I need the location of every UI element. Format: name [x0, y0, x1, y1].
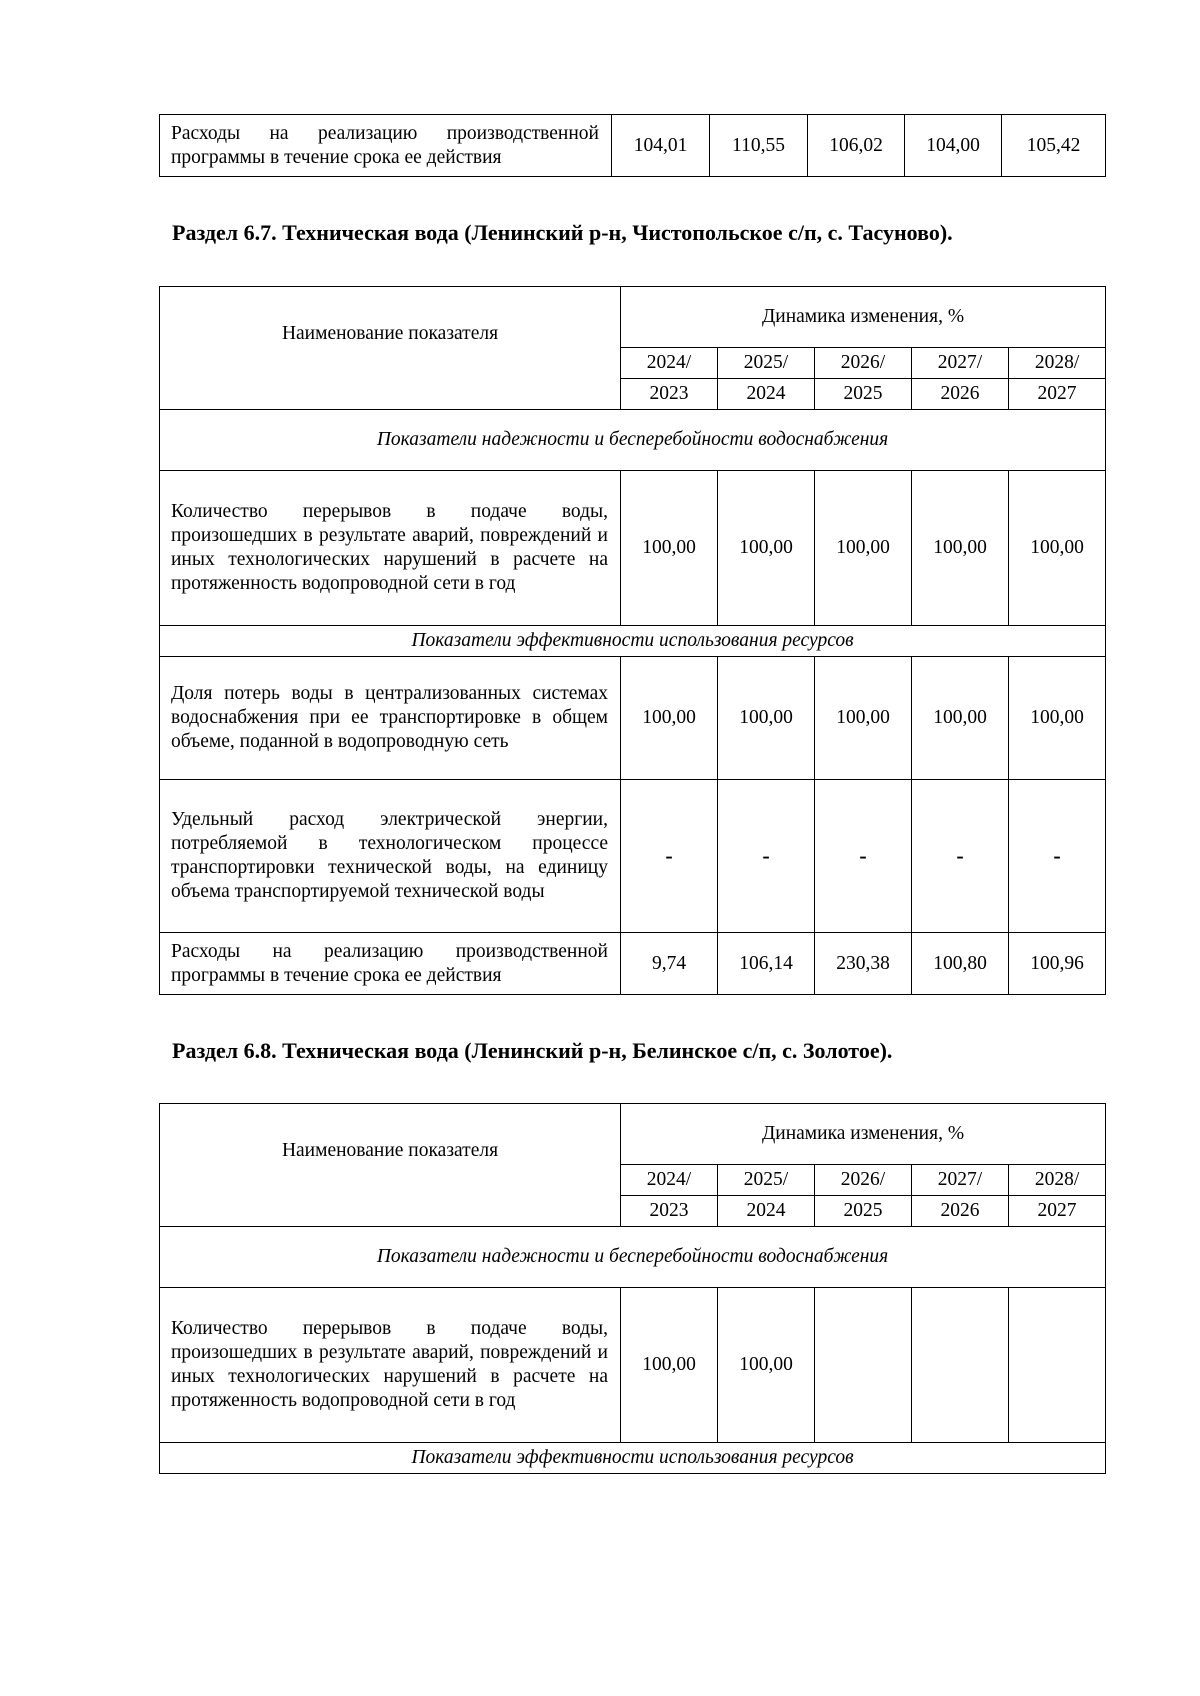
- indicator-name: Количество перерывов в подаче воды, произошедших в результате аварий, повреждений и иных технологических нарушений в расчете на протяженность водопроводной сети в год: [160, 471, 621, 626]
- year-bottom: 2024: [718, 1196, 815, 1227]
- year-top: 2026/: [815, 348, 912, 379]
- header-dynamics: Динамика изменения, %: [621, 287, 1106, 348]
- value-cell: 100,00: [718, 1288, 815, 1443]
- value-cell: 106,02: [808, 115, 905, 177]
- year-top: 2024/: [621, 1165, 718, 1196]
- section-6-7-table: [159, 286, 1106, 995]
- value-cell: 100,00: [621, 471, 718, 626]
- year-top: 2027/: [912, 348, 1009, 379]
- header-indicator-name: Наименование показателя: [160, 287, 621, 410]
- category-efficiency: Показатели эффективности использования ресурсов: [160, 1443, 1106, 1474]
- year-bottom: 2026: [912, 379, 1009, 410]
- value-cell: 100,00: [912, 657, 1009, 780]
- value-cell: 100,96: [1009, 933, 1106, 995]
- section-6-8-table: [159, 1103, 1106, 1474]
- year-bottom: 2023: [621, 379, 718, 410]
- category-reliability: Показатели надежности и бесперебойности водоснабжения: [160, 1227, 1106, 1288]
- year-top: 2024/: [621, 348, 718, 379]
- value-cell: -: [621, 780, 718, 933]
- value-cell: 100,00: [1009, 657, 1106, 780]
- value-cell: 230,38: [815, 933, 912, 995]
- value-cell: 100,00: [621, 1288, 718, 1443]
- year-bottom: 2027: [1009, 1196, 1106, 1227]
- value-cell: -: [912, 780, 1009, 933]
- section-title-6-7: Раздел 6.7. Техническая вода (Ленинский р-н, Чистопольское с/п, с. Тасуново).: [172, 220, 953, 245]
- value-cell: 9,74: [621, 933, 718, 995]
- value-cell: -: [1009, 780, 1106, 933]
- value-cell: 106,14: [718, 933, 815, 995]
- year-top: 2025/: [718, 348, 815, 379]
- year-top: 2025/: [718, 1165, 815, 1196]
- year-top: 2026/: [815, 1165, 912, 1196]
- year-bottom: 2026: [912, 1196, 1009, 1227]
- year-bottom: 2027: [1009, 379, 1106, 410]
- value-cell: 100,00: [1009, 471, 1106, 626]
- year-top: 2027/: [912, 1165, 1009, 1196]
- value-cell: 104,01: [612, 115, 710, 177]
- value-cell: 100,00: [815, 657, 912, 780]
- value-cell: 100,80: [912, 933, 1009, 995]
- table-row: [160, 471, 1106, 626]
- value-cell: 100,00: [718, 657, 815, 780]
- indicator-name: Доля потерь воды в централизованных системах водоснабжения при ее транспортировке в общем объеме, поданной в водопроводную сеть: [160, 657, 621, 780]
- table-row: [160, 115, 1106, 177]
- value-cell: [912, 1288, 1009, 1443]
- value-cell: [1009, 1288, 1106, 1443]
- value-cell: 100,00: [912, 471, 1009, 626]
- indicator-name: Расходы на реализацию производственной программы в течение срока ее действия: [160, 933, 621, 995]
- year-top: 2028/: [1009, 348, 1106, 379]
- value-cell: 105,42: [1002, 115, 1106, 177]
- header-dynamics: Динамика изменения, %: [621, 1104, 1106, 1165]
- value-cell: 110,55: [710, 115, 808, 177]
- table-row: [160, 933, 1106, 995]
- header-indicator-name: Наименование показателя: [160, 1104, 621, 1227]
- section-title-6-8: Раздел 6.8. Техническая вода (Ленинский р-н, Белинское с/п, с. Золотое).: [172, 1038, 893, 1063]
- year-bottom: 2024: [718, 379, 815, 410]
- year-bottom: 2025: [815, 1196, 912, 1227]
- value-cell: 104,00: [905, 115, 1002, 177]
- category-reliability: Показатели надежности и бесперебойности водоснабжения: [160, 410, 1106, 471]
- year-bottom: 2025: [815, 379, 912, 410]
- table-row: [160, 780, 1106, 933]
- year-top: 2028/: [1009, 1165, 1106, 1196]
- header-row: [160, 1104, 1106, 1165]
- indicator-name: Удельный расход электрической энергии, потребляемой в технологическом процессе транспортировки технической воды, на единицу объема транспортируемой технической воды: [160, 780, 621, 933]
- top-table: [159, 114, 1106, 177]
- value-cell: 100,00: [815, 471, 912, 626]
- year-bottom: 2023: [621, 1196, 718, 1227]
- value-cell: -: [815, 780, 912, 933]
- value-cell: 100,00: [718, 471, 815, 626]
- category-row: [160, 1443, 1106, 1474]
- value-cell: [815, 1288, 912, 1443]
- category-efficiency: Показатели эффективности использования ресурсов: [160, 626, 1106, 657]
- header-row: [160, 287, 1106, 348]
- value-cell: -: [718, 780, 815, 933]
- category-row: [160, 410, 1106, 471]
- value-cell: 100,00: [621, 657, 718, 780]
- indicator-name: Количество перерывов в подаче воды, произошедших в результате аварий, повреждений и иных технологических нарушений в расчете на протяженность водопроводной сети в год: [160, 1288, 621, 1443]
- indicator-name: Расходы на реализацию производственной программы в течение срока ее действия: [160, 115, 612, 177]
- table-row: [160, 1288, 1106, 1443]
- category-row: [160, 626, 1106, 657]
- table-row: [160, 657, 1106, 780]
- category-row: [160, 1227, 1106, 1288]
